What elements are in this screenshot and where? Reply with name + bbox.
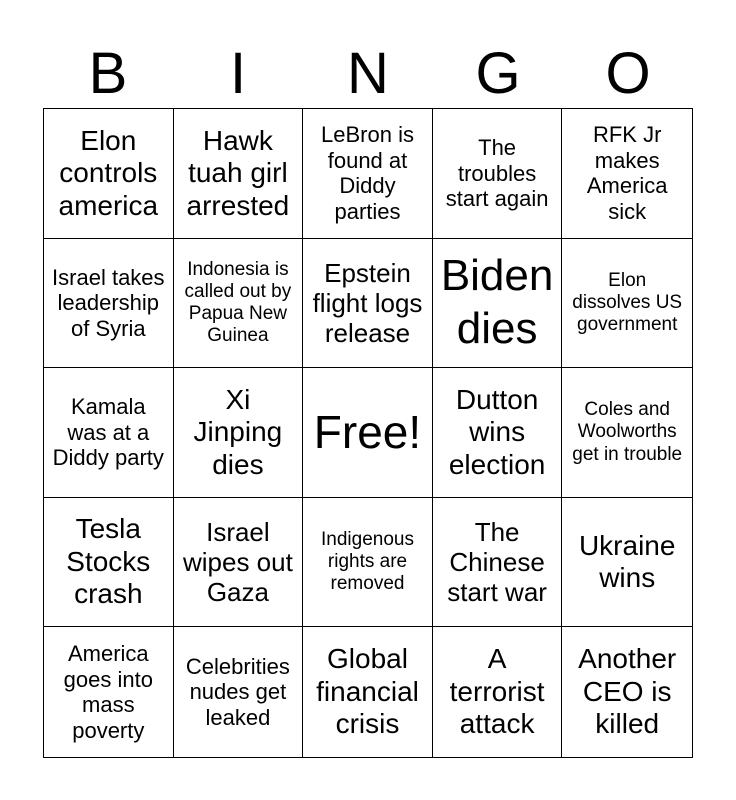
- cell-text: Dutton wins election: [448, 383, 546, 480]
- cell-text: Elon dissolves US government: [572, 269, 683, 335]
- bingo-cell[interactable]: [303, 627, 433, 757]
- cell-text: Elon controls america: [58, 124, 159, 221]
- cell-text: LeBron is found at Diddy parties: [321, 122, 414, 224]
- bingo-cell[interactable]: [562, 498, 692, 628]
- cell-text: The Chinese start war: [447, 516, 547, 608]
- bingo-cell-free[interactable]: [303, 368, 433, 498]
- cell-text: Celebrities nudes get leaked: [185, 653, 290, 730]
- bingo-cell[interactable]: [174, 239, 304, 369]
- bingo-cell[interactable]: [433, 109, 563, 239]
- header-letter-b: B: [88, 41, 128, 106]
- header-letter-o: O: [605, 41, 651, 106]
- bingo-cell[interactable]: [44, 627, 174, 757]
- cell-text: Xi Jinping dies: [193, 383, 283, 480]
- bingo-grid: [43, 108, 693, 758]
- bingo-header: [43, 40, 693, 108]
- cell-text: Hawk tuah girl arrested: [186, 124, 290, 221]
- free-space-text: Free!: [313, 405, 422, 458]
- bingo-cell[interactable]: [44, 109, 174, 239]
- cell-text: Indonesia is called out by Papua New Guinea: [184, 258, 292, 346]
- cell-text: Coles and Woolworths get in trouble: [572, 399, 683, 465]
- bingo-cell[interactable]: [174, 109, 304, 239]
- bingo-cell[interactable]: [562, 109, 692, 239]
- cell-text: Israel takes leadership of Syria: [52, 264, 165, 341]
- bingo-cell[interactable]: [303, 239, 433, 369]
- cell-text: RFK Jr makes America sick: [586, 122, 668, 224]
- bingo-cell[interactable]: [303, 498, 433, 628]
- cell-text: Another CEO is killed: [578, 643, 677, 740]
- bingo-cell[interactable]: [174, 498, 304, 628]
- cell-text: Ukraine wins: [578, 529, 676, 594]
- bingo-cell[interactable]: [303, 109, 433, 239]
- bingo-cell[interactable]: [433, 368, 563, 498]
- header-letter-n: N: [347, 41, 389, 106]
- cell-text: Kamala was at a Diddy party: [52, 394, 164, 471]
- bingo-cell[interactable]: [174, 627, 304, 757]
- bingo-cell[interactable]: [174, 368, 304, 498]
- bingo-cell[interactable]: [44, 498, 174, 628]
- bingo-cell[interactable]: [433, 627, 563, 757]
- cell-text: The troubles start again: [445, 135, 549, 212]
- cell-text: Epstein flight logs release: [312, 257, 423, 348]
- bingo-cell[interactable]: [562, 368, 692, 498]
- cell-text: Indigenous rights are removed: [321, 529, 414, 595]
- bingo-cell[interactable]: [433, 239, 563, 369]
- bingo-cell[interactable]: [44, 368, 174, 498]
- cell-text: Biden dies: [440, 251, 554, 353]
- cell-text: Global financial crisis: [316, 643, 419, 740]
- cell-text: Tesla Stocks crash: [66, 513, 151, 610]
- cell-text: A terrorist attack: [449, 643, 545, 740]
- bingo-cell[interactable]: [433, 498, 563, 628]
- bingo-cell[interactable]: [562, 239, 692, 369]
- cell-text: America goes into mass poverty: [63, 641, 153, 743]
- header-letter-g: G: [475, 41, 521, 106]
- header-letter-i: I: [229, 41, 247, 106]
- cell-text: Israel wipes out Gaza: [182, 516, 293, 608]
- bingo-cell[interactable]: [562, 627, 692, 757]
- bingo-cell[interactable]: [44, 239, 174, 369]
